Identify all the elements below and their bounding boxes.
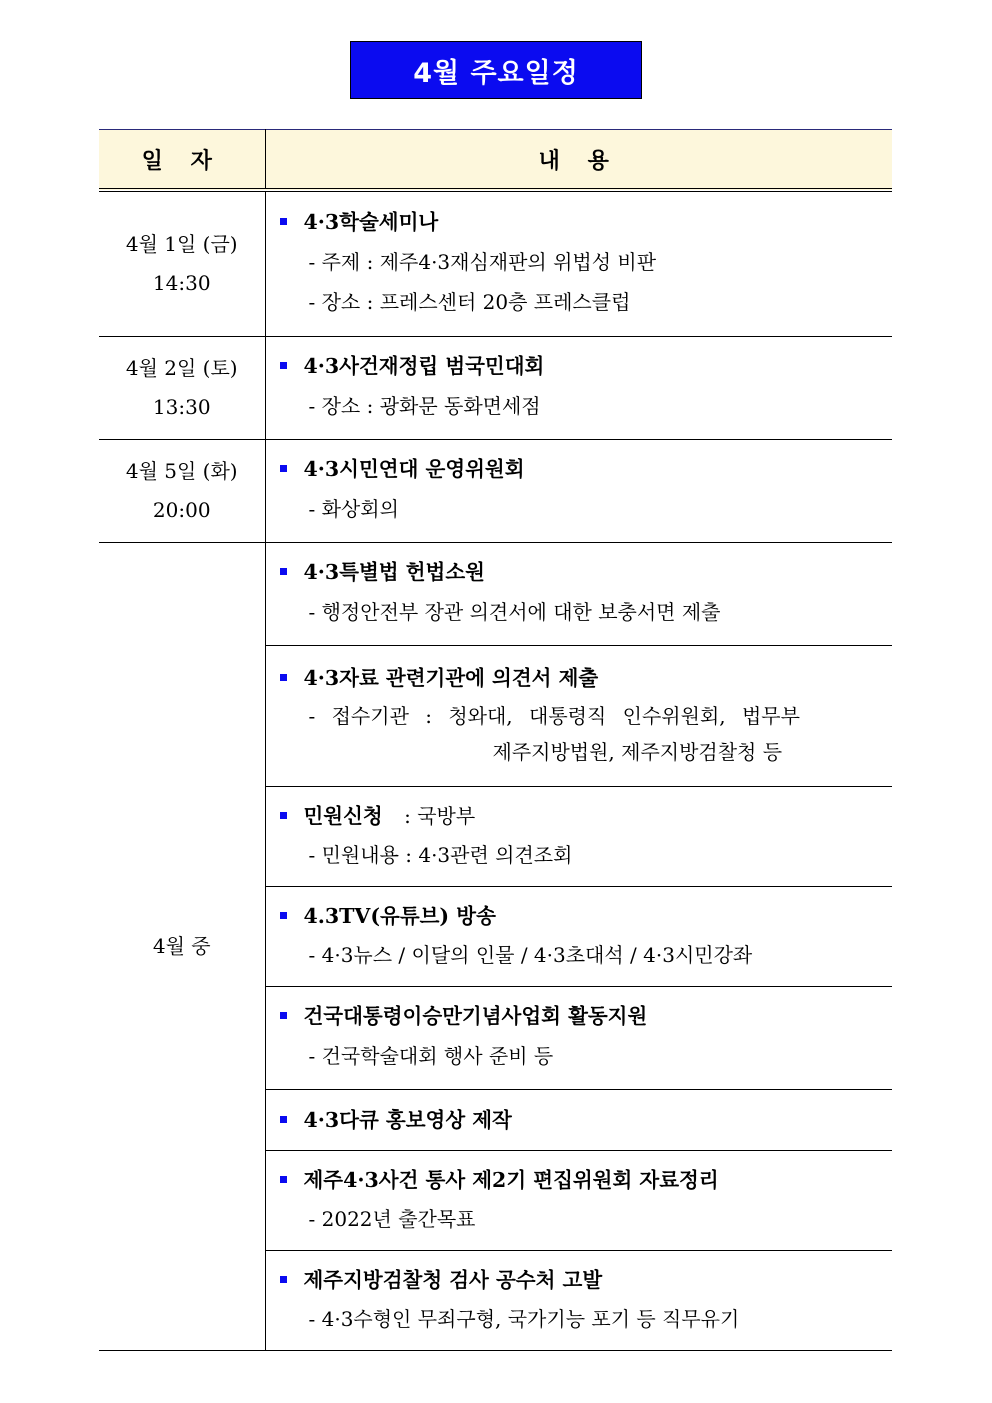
date-cell [99, 439, 265, 542]
item-heading [280, 996, 893, 1036]
square-bullet-icon [280, 1276, 287, 1283]
content-cell [265, 1250, 892, 1350]
item-heading [280, 796, 893, 836]
header-content: 내 용 [265, 130, 892, 191]
square-bullet-icon [280, 218, 287, 225]
item-heading-text: 4·3시민연대 운영위원회 [303, 457, 525, 481]
date-cell [99, 542, 265, 1350]
item-heading [280, 1160, 893, 1200]
item-detail: - 행정안전부 장관 의견서에 대한 보충서면 제출 [308, 600, 721, 624]
item-heading-text: 제주지방검찰청 검사 공수처 고발 [303, 1267, 603, 1292]
date-text: 4월 5일 (화) [125, 458, 238, 483]
content-cell [265, 439, 892, 542]
item-heading-text: 제주4·3사건 통사 제2기 편집위원회 자료정리 [303, 1167, 719, 1192]
item-detail: - 주제 : 제주4·3재심재판의 위법성 비판 [308, 250, 657, 275]
item-detail: - 장소 : 광화문 동화면세점 [308, 394, 541, 418]
content-cell [265, 886, 892, 986]
square-bullet-icon [280, 674, 287, 681]
item-detail: - 4·3뉴스 / 이달의 인물 / 4·3초대석 / 4·3시민강좌 [308, 942, 753, 967]
content-cell [265, 1089, 892, 1150]
item-detail: - 4·3수형인 무죄구형, 국가기능 포기 등 직무유기 [308, 1306, 740, 1331]
item-heading [280, 1100, 893, 1140]
item-heading [280, 896, 893, 936]
content-cell [265, 1150, 892, 1250]
square-bullet-icon [280, 1012, 287, 1019]
item-detail: 제주지방법원, 제주지방검찰청 등 [492, 740, 783, 764]
date-text: 4월 1일 (금) [125, 231, 238, 256]
item-detail: - 건국학술대회 행사 준비 등 [308, 1044, 554, 1068]
page-title: 4월 주요일정 [413, 57, 579, 89]
item-detail: - 접수기관 : 청와대, 대통령직 인수위원회, 법무부 [308, 704, 800, 728]
item-heading [280, 449, 893, 489]
item-heading-text: 4·3다큐 홍보영상 제작 [303, 1107, 512, 1132]
time-text: 14:30 [152, 270, 211, 295]
item-heading [280, 202, 893, 242]
item-heading-text: 4·3사건재정립 범국민대회 [303, 354, 545, 378]
square-bullet-icon [280, 1116, 287, 1123]
item-heading [280, 1260, 893, 1300]
table-row [99, 439, 892, 542]
square-bullet-icon [280, 1176, 287, 1183]
time-text: 20:00 [152, 497, 211, 522]
square-bullet-icon [280, 912, 287, 919]
item-heading [280, 346, 893, 386]
square-bullet-icon [280, 465, 287, 472]
content-cell [265, 542, 892, 645]
date-text: 4월 중 [152, 933, 211, 958]
page-title-box [350, 41, 642, 99]
content-cell [265, 190, 892, 336]
item-heading-text: 민원신청 [303, 803, 383, 828]
square-bullet-icon [280, 568, 287, 575]
content-cell [265, 786, 892, 886]
item-heading [280, 552, 893, 592]
content-cell [265, 336, 892, 439]
item-heading-text: 4.3TV(유튜브) 방송 [303, 903, 496, 928]
date-text: 4월 2일 (토) [125, 355, 238, 380]
square-bullet-icon [280, 812, 287, 819]
content-cell [265, 986, 892, 1089]
date-cell [99, 190, 265, 336]
content-cell [265, 645, 892, 786]
date-cell [99, 336, 265, 439]
time-text: 13:30 [152, 394, 211, 419]
item-detail: - 장소 : 프레스센터 20층 프레스클럽 [308, 290, 631, 315]
schedule-table [99, 129, 892, 1351]
item-heading-text: 4·3특별법 헌법소원 [303, 560, 485, 584]
table-row [99, 542, 892, 645]
item-heading-text: 4·3자료 관련기관에 의견서 제출 [303, 666, 599, 690]
table-row [99, 336, 892, 439]
square-bullet-icon [280, 362, 287, 369]
item-detail: - 민원내용 : 4·3관련 의견조회 [308, 842, 573, 867]
item-heading [280, 658, 893, 698]
table-row [99, 190, 892, 336]
item-heading-suffix: : 국방부 [404, 803, 476, 828]
item-heading-text: 4·3학술세미나 [303, 210, 439, 235]
header-date: 일 자 [99, 130, 265, 191]
table-header-row [99, 130, 892, 191]
item-heading-text: 건국대통령이승만기념사업회 활동지원 [303, 1004, 648, 1028]
item-detail: - 화상회의 [308, 497, 399, 521]
item-detail: - 2022년 출간목표 [308, 1206, 476, 1231]
